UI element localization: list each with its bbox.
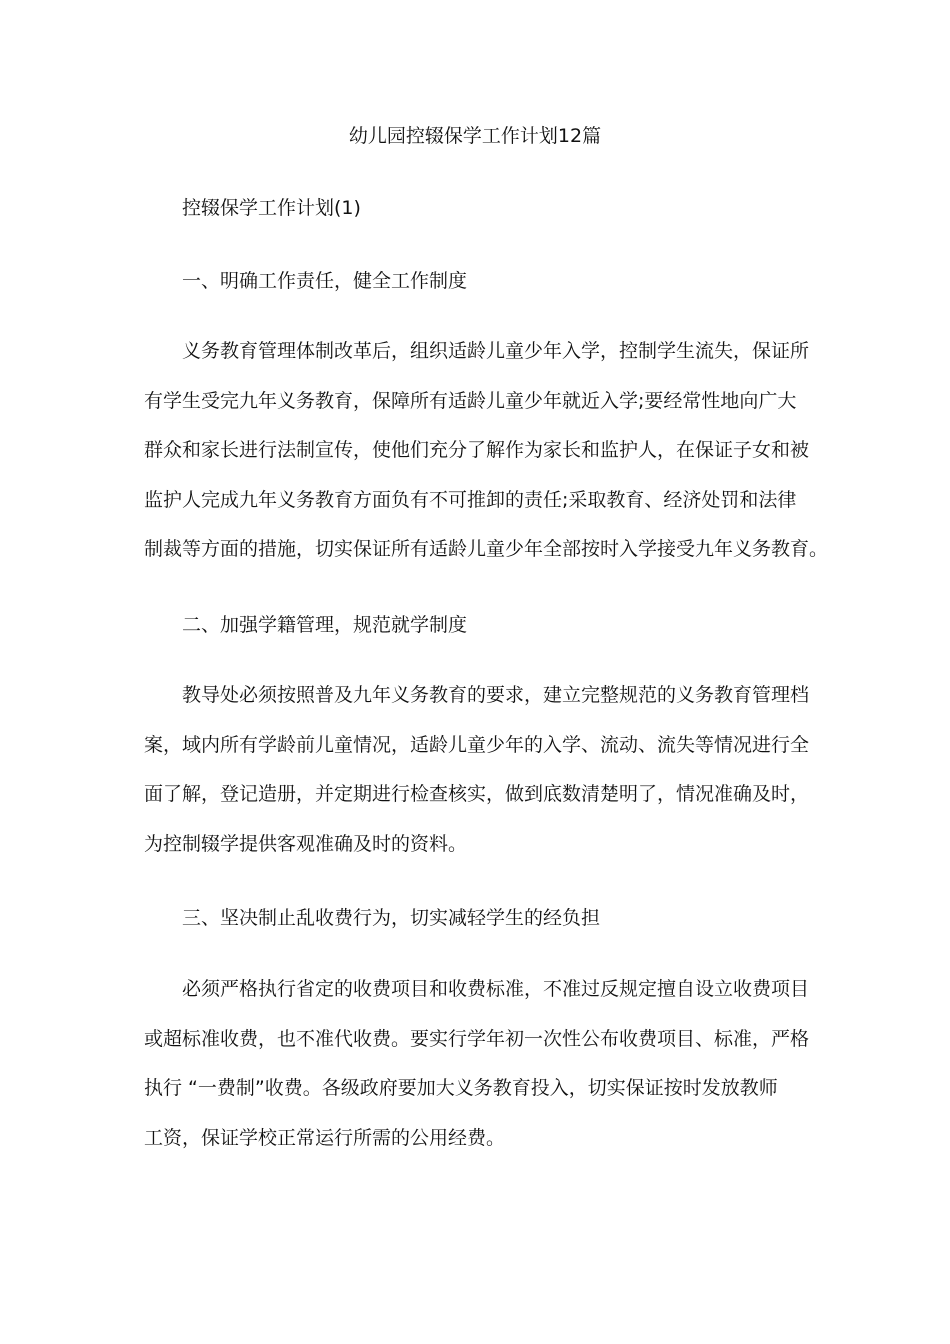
paragraph-line: 制裁等方面的措施，切实保证所有适龄儿童少年全部按时入学接受九年义务教育。 [144,538,829,560]
section-2-paragraph [144,671,824,869]
paragraph-line: 或超标准收费，也不准代收费。要实行学年初一次性公布收费项目、标准，严格 [144,1027,810,1050]
paragraph-line: 群众和家长进行法制宣传，使他们充分了解作为家长和监护人，在保证子女和被 [144,439,810,461]
section-1-heading: 一、明确工作责任，健全工作制度 [182,270,468,292]
document-title: 幼儿园控辍保学工作计划12篇 [348,125,602,147]
section-2-heading: 二、加强学籍管理，规范就学制度 [182,614,468,636]
paragraph-line: 面了解，登记造册，并定期进行检查核实，做到底数清楚明了，情况准确及时， [144,783,810,805]
section-3-paragraph [144,965,824,1163]
paragraph-line: 工资，保证学校正常运行所需的公用经费。 [144,1126,506,1149]
paragraph-line: 义务教育管理体制改革后，组织适龄儿童少年入学，控制学生流失，保证所 [182,340,810,362]
paragraph-line: 有学生受完九年义务教育，保障所有适龄儿童少年就近入学;要经常性地向广大 [144,389,797,412]
section-3-heading: 三、坚决制止乱收费行为，切实减轻学生的经负担 [182,907,601,929]
paragraph-line: 案，域内所有学龄前儿童情况，适龄儿童少年的入学、流动、流失等情况进行全 [144,733,810,756]
paragraph-line: 必须严格执行省定的收费项目和收费标准，不准过反规定擅自设立收费项目 [182,978,810,1000]
paragraph-line: 为控制辍学提供客观准确及时的资料。 [144,832,468,855]
paragraph-line: 教导处必须按照普及九年义务教育的要求，建立完整规范的义务教育管理档 [182,684,810,706]
paragraph-line: 监护人完成九年义务教育方面负有不可推卸的责任;采取教育、经济处罚和法律 [144,488,797,511]
plan-heading: 控辍保学工作计划(1) [182,197,361,219]
section-1-paragraph [144,327,829,575]
paragraph-line: 执行 “一费制”收费。各级政府要加大义务教育投入，切实保证按时发放教师 [144,1077,778,1099]
